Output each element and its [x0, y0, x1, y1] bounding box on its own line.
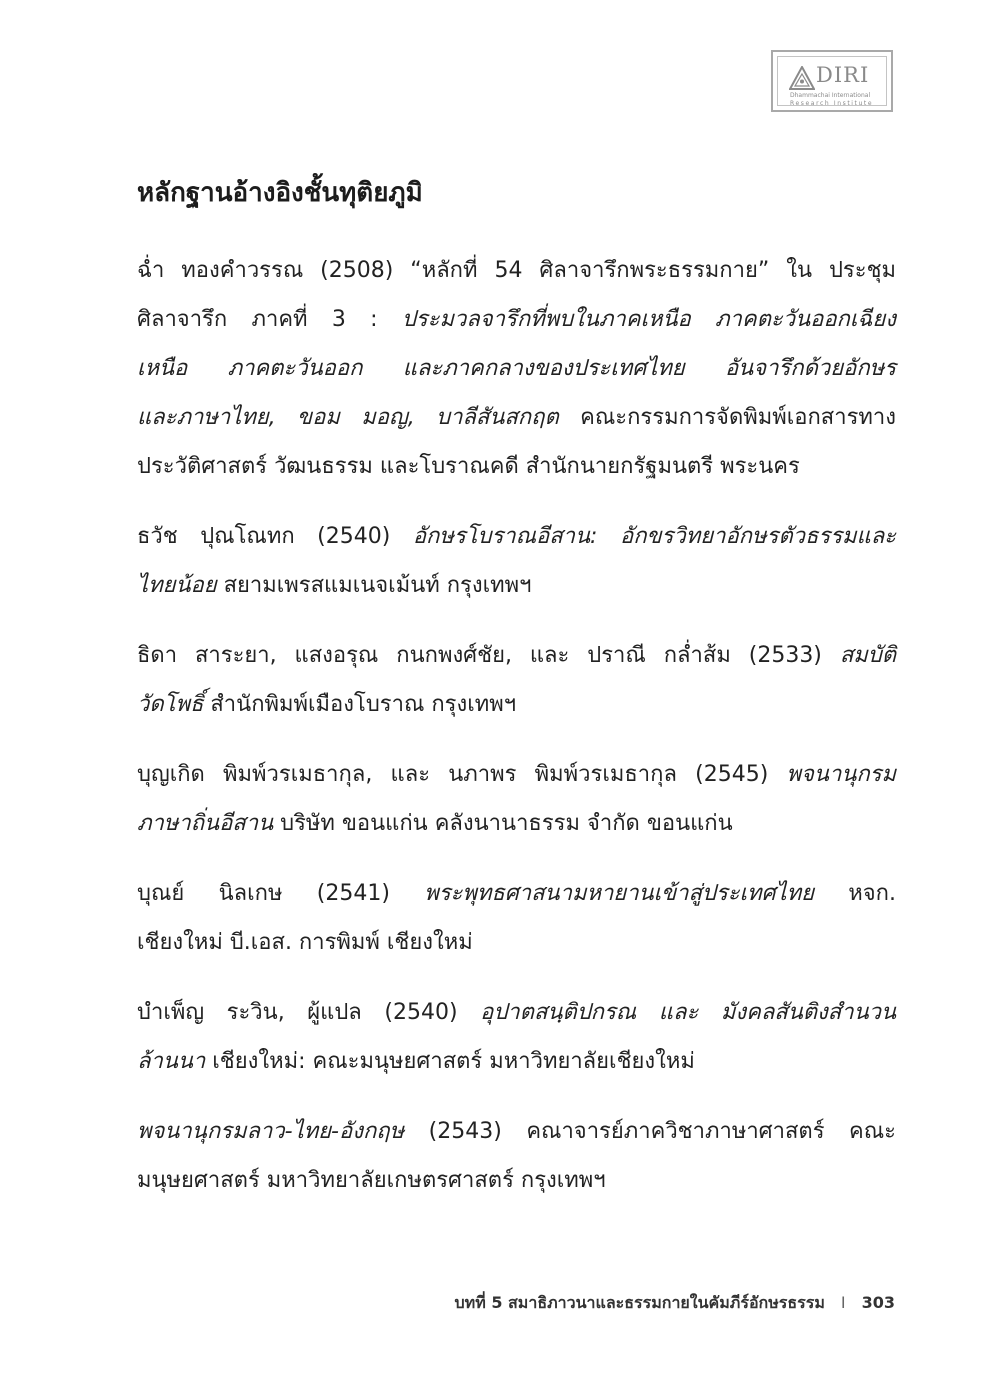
reference-text: เชียงใหม่: คณะมนุษยศาสตร์ มหาวิทยาลัยเชียงใหม่: [205, 1049, 695, 1074]
logo-wordmark: DIRI: [816, 63, 870, 87]
reference-text: ประวัติศาสตร์ วัฒนธรรม และโบราณคดี สำนักนายกรัฐมนตรี พระนคร: [137, 454, 800, 479]
reference-line: [137, 561, 896, 610]
reference-title-italic: พจนานุกรมลาว-ไทย-อังกฤษ: [137, 1119, 405, 1144]
reference-text: ธิดา สาระยา, แสงอรุณ กนกพงศ์ชัย, และ ปราณี กล่ำส้ม (2533): [137, 643, 840, 668]
reference-text: บำเพ็ญ ระวิน, ผู้แปล (2540): [137, 1000, 481, 1025]
reference-text: หจก.: [813, 881, 896, 906]
reference-text: เชียงใหม่ บี.เอส. การพิมพ์ เชียงใหม่: [137, 930, 473, 955]
reference-text: บุณย์ นิลเกษ (2541): [137, 881, 425, 906]
reference-title-italic: ล้านนา: [137, 1049, 206, 1074]
reference-line: [137, 1107, 896, 1156]
reference-line: [137, 295, 896, 344]
page-footer: [455, 1291, 895, 1316]
reference-title-italic: วัดโพธิ์: [137, 692, 204, 717]
reference-text: มนุษยศาสตร์ มหาวิทยาลัยเกษตรศาสตร์ กรุงเทพฯ: [137, 1168, 606, 1193]
reference-line: [137, 988, 896, 1037]
page-number: 303: [861, 1293, 895, 1312]
reference-entry: [137, 750, 896, 848]
reference-list: [137, 246, 896, 1226]
reference-text: บุญเกิด พิมพ์วรเมธากุล, และ นภาพร พิมพ์วรเมธากุล (2545): [137, 762, 787, 787]
reference-title-italic: อักษรโบราณอีสาน: อักขรวิทยาอักษรตัวธรรมและ: [412, 524, 896, 549]
reference-line: [137, 750, 896, 799]
reference-entry: [137, 512, 896, 610]
reference-line: [137, 246, 896, 295]
section-heading: หลักฐานอ้างอิงชั้นทุติยภูมิ: [137, 178, 423, 208]
reference-line: [137, 442, 896, 491]
reference-line: [137, 1037, 896, 1086]
reference-text: คณะกรรมการจัดพิมพ์เอกสารทาง: [558, 405, 896, 430]
reference-title-italic: อุปาตสนฺติปกรณ และ มังคลสันติงสำนวน: [480, 1000, 897, 1025]
triangle-emblem-icon: [789, 66, 815, 90]
reference-title-italic: ภาษาถิ่นอีสาน: [137, 811, 274, 836]
reference-text: ฉ่ำ ทองคำวรรณ (2508) “หลักที่ 54 ศิลาจารึกพระธรรมกาย” ใน ประชุม: [137, 258, 896, 283]
reference-title-italic: เหนือ ภาคตะวันออก และภาคกลางของประเทศไทย อันจารึกด้วยอักษร: [137, 356, 896, 381]
reference-line: [137, 344, 896, 393]
reference-text: ธวัช ปุณโณทก (2540): [137, 524, 413, 549]
logo-frame: [777, 56, 887, 106]
reference-entry: [137, 246, 896, 491]
reference-line: [137, 869, 896, 918]
reference-title-italic: สมบัติ: [839, 643, 896, 668]
reference-text: (2543) คณาจารย์ภาควิชาภาษาศาสตร์ คณะ: [404, 1119, 896, 1144]
footer-separator: I: [840, 1293, 846, 1312]
reference-text: บริษัท ขอนแก่น คลังนานาธรรม จำกัด ขอนแก่น: [273, 811, 733, 836]
reference-line: [137, 1156, 896, 1205]
reference-line: [137, 799, 896, 848]
reference-entry: [137, 1107, 896, 1205]
logo-subtitle-2: Research Institute: [790, 100, 874, 107]
footer-chapter-title: บทที่ 5 สมาธิภาวนาและธรรมกายในคัมภีร์อักษรธรรม: [454, 1293, 825, 1312]
reference-title-italic: ไทยน้อย: [137, 573, 217, 598]
reference-line: [137, 918, 896, 967]
reference-text: สยามเพรสแมเนจเม้นท์ กรุงเทพฯ: [216, 573, 532, 598]
reference-title-italic: พระพุทธศาสนามหายานเข้าสู่ประเทศไทย: [424, 881, 814, 906]
reference-entry: [137, 631, 896, 729]
reference-text: ศิลาจารึก ภาคที่ 3 :: [137, 307, 402, 332]
reference-title-italic: ประมวลจารึกที่พบในภาคเหนือ ภาคตะวันออกเฉียง: [401, 307, 897, 332]
reference-title-italic: พจนานุกรม: [786, 762, 896, 787]
diri-logo: [771, 50, 893, 112]
reference-title-italic: และภาษาไทย, ขอม มอญ, บาลีสันสกฤต: [137, 405, 559, 430]
reference-line: [137, 631, 896, 680]
reference-text: สำนักพิมพ์เมืองโบราณ กรุงเทพฯ: [203, 692, 517, 717]
reference-line: [137, 393, 896, 442]
logo-subtitle-1: Dhammachai International: [790, 92, 871, 99]
reference-entry: [137, 869, 896, 967]
reference-line: [137, 512, 896, 561]
reference-entry: [137, 988, 896, 1086]
reference-line: [137, 680, 896, 729]
